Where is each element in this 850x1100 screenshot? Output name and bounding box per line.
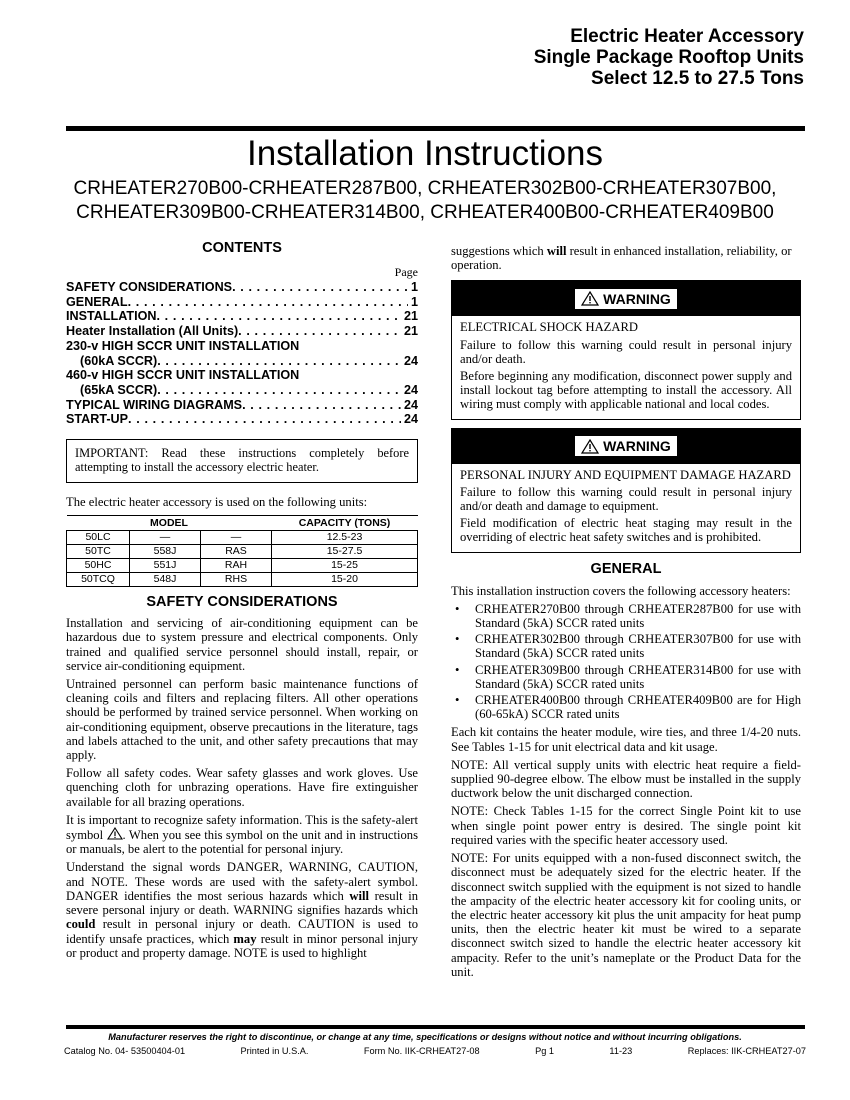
general-note: NOTE: Check Tables 1-15 for the correct Single Point kit to use when single point power entry is desired. The single point kit required varies with the specific heater accessory used. bbox=[451, 804, 801, 847]
toc-item[interactable]: (65kA SCCR) . . . 24 bbox=[66, 383, 418, 398]
document-header bbox=[534, 26, 804, 89]
col-capacity-header: CAPACITY (TONS) bbox=[272, 516, 418, 531]
col-model-header: MODEL bbox=[67, 516, 272, 531]
toc-page-label: Page bbox=[394, 265, 418, 279]
units-intro: The electric heater accessory is used on the following units: bbox=[66, 495, 368, 510]
list-item: • CRHEATER302B00 through CRHEATER307B00 for use with Standard (5kA) SCCR rated units bbox=[451, 632, 801, 660]
toc-item[interactable]: TYPICAL WIRING DIAGRAMS . . . 24 bbox=[66, 398, 418, 413]
header-line-3: Select 12.5 to 27.5 Tons bbox=[591, 68, 804, 89]
safety-alert-icon bbox=[107, 827, 123, 840]
warning-box-electrical bbox=[451, 280, 801, 419]
warning-title: ELECTRICAL SHOCK HAZARD bbox=[460, 320, 638, 335]
safety-paragraph: Understand the signal words DANGER, WARNING, CAUTION, and NOTE. These words are used with the safety-alert symbol. DANGER identifies the most serious hazards which will result in severe personal injury or death. WARNING signifies hazards which could result in personal injury or death. CAUTION is used to identify unsafe practices, which may result in minor personal injury or product and property damage. NOTE is used to highlight bbox=[66, 860, 418, 960]
table-row: 50TC 558J RAS 15-27.5 bbox=[67, 545, 418, 559]
replaces: Replaces: IIK-CRHEAT27-07 bbox=[687, 1046, 806, 1056]
toc-item[interactable]: (60kA SCCR) . . . 24 bbox=[66, 354, 418, 369]
safety-paragraph: Untrained personnel can perform basic maintenance functions of cleaning coils and filters and replacing filters. All other operations should be performed by trained service personnel. When working on air-conditioning equipment, observe precautions in the literature, tags and labels attached to the unit, and other safety precautions that may apply. bbox=[66, 677, 418, 763]
safety-heading: SAFETY CONSIDERATIONS bbox=[146, 594, 338, 611]
warning-text: Before beginning any modification, disconnect power supply and install lockout tag before attempting to install the accessory. All wiring must comply with applicable national and local codes. bbox=[460, 369, 792, 412]
warning-title: PERSONAL INJURY AND EQUIPMENT DAMAGE HAZARD bbox=[460, 467, 791, 482]
warning-text: Failure to follow this warning could result in personal injury and/or death and damage to equipment. bbox=[460, 484, 792, 514]
right-column bbox=[451, 244, 801, 983]
warning-label: WARNING bbox=[575, 289, 677, 309]
heater-list bbox=[451, 602, 801, 722]
toc-item-label[interactable]: 460-v HIGH SCCR UNIT INSTALLATION bbox=[66, 368, 300, 383]
warning-text: Field modification of electric heat staging may result in the overriding of electric heat safety switches and is prohibited. bbox=[460, 516, 792, 545]
warning-label: WARNING bbox=[575, 436, 677, 456]
top-rule bbox=[66, 126, 805, 131]
toc-item[interactable]: SAFETY CONSIDERATIONS . . . 1 bbox=[66, 280, 418, 295]
units-table bbox=[66, 515, 418, 587]
date: 11-23 bbox=[609, 1046, 633, 1056]
general-intro: This installation instruction covers the following accessory heaters: bbox=[451, 583, 791, 598]
model-numbers bbox=[0, 177, 850, 225]
toc-item[interactable]: GENERAL . . . 1 bbox=[66, 295, 418, 310]
document-title: Installation Instructions bbox=[246, 134, 603, 173]
list-item: • CRHEATER270B00 through CRHEATER287B00 for use with Standard (5kA) SCCR rated units bbox=[451, 602, 801, 630]
warning-triangle-icon bbox=[581, 439, 599, 454]
table-row: 50HC 551J RAH 15-25 bbox=[67, 559, 418, 573]
table-row: 50LC — — 12.5-23 bbox=[67, 531, 418, 545]
warning-triangle-icon bbox=[581, 291, 599, 306]
warning-text: Failure to follow this warning could result in personal injury and/or death. bbox=[460, 337, 792, 366]
right-intro: suggestions which will result in enhanced installation, reliability, or operation. bbox=[451, 244, 792, 273]
table-row: 50TCQ 548J RHS 15-20 bbox=[67, 573, 418, 587]
form-number: Form No. IIK-CRHEAT27-08 bbox=[363, 1046, 480, 1056]
safety-paragraph: Follow all safety codes. Wear safety glasses and work gloves. Use quenching cloth for unbrazing operations. Have fire extinguisher available for all brazing operations. bbox=[66, 766, 418, 809]
header-line-1: Electric Heater Accessory bbox=[570, 26, 804, 47]
toc-item-label[interactable]: 230-v HIGH SCCR UNIT INSTALLATION bbox=[66, 338, 300, 353]
bottom-rule bbox=[66, 1025, 805, 1029]
general-heading: GENERAL bbox=[590, 560, 662, 577]
catalog-number: Catalog No. 04- 53500404-01 bbox=[64, 1046, 186, 1056]
footer bbox=[64, 1046, 806, 1056]
general-note: NOTE: For units equipped with a non-fused disconnect switch, the disconnect must be adequately sized for the electric heater. If the disconnect switch supplied with the equipment is not sized to handle the ampacity of the electric heater accessory kit for cooling units, or the electric heater accessory kit plus the unit ampacity for heat pump units, then the electric heater kit must be wired to a separate disconnect switch sized to handle the electric heater accessory kit ampacity. Refer to the unit’s nameplate or the Product Data for the unit. bbox=[451, 851, 801, 979]
contents-heading: CONTENTS bbox=[202, 240, 282, 256]
toc-item[interactable]: INSTALLATION . . . 21 bbox=[66, 309, 418, 324]
table-of-contents bbox=[66, 280, 418, 427]
toc-item[interactable]: Heater Installation (All Units) . . . 21 bbox=[66, 324, 418, 339]
model-line-2: CRHEATER309B00-CRHEATER314B00, CRHEATER400B00-CRHEATER409B00 bbox=[76, 202, 774, 223]
disclaimer: Manufacturer reserves the right to discontinue, or change at any time, specifications or designs without notice and without incurring obligations. bbox=[108, 1032, 742, 1042]
left-column bbox=[66, 240, 418, 964]
warning-box-personal-injury bbox=[451, 428, 801, 553]
model-line-1: CRHEATER270B00-CRHEATER287B00, CRHEATER302B00-CRHEATER307B00, bbox=[73, 178, 777, 199]
list-item: • CRHEATER309B00 through CRHEATER314B00 for use with Standard (5kA) SCCR rated units bbox=[451, 663, 801, 691]
important-notice: IMPORTANT: Read these instructions completely before attempting to install the accessory electric heater. bbox=[66, 439, 418, 483]
safety-paragraph: Installation and servicing of air-conditioning equipment can be hazardous due to system pressure and electrical components. Only trained and qualified service personnel should install, repair, or service air-conditioning equipment. bbox=[66, 616, 418, 673]
page-number: Pg 1 bbox=[535, 1046, 554, 1056]
general-paragraph: Each kit contains the heater module, wire ties, and three 1/4-20 nuts. See Tables 1-15 for unit electrical data and kit usage. bbox=[451, 725, 801, 754]
safety-paragraph: It is important to recognize safety information. This is the safety-alert symbol . When you see this symbol on the unit and in instructions or manuals, be alert to the potential for personal injury. bbox=[66, 812, 418, 857]
general-note: NOTE: All vertical supply units with electric heat require a field-supplied 90-degree elbow. The elbow must be installed in the supply ductwork below the unit discharged connection. bbox=[451, 757, 801, 801]
printed-in: Printed in U.S.A. bbox=[240, 1046, 309, 1056]
toc-item[interactable]: START-UP . . . 24 bbox=[66, 412, 418, 427]
list-item: • CRHEATER400B00 through CRHEATER409B00 are for High (60-65kA) SCCR rated units bbox=[451, 693, 801, 721]
header-line-2: Single Package Rooftop Units bbox=[533, 47, 804, 68]
